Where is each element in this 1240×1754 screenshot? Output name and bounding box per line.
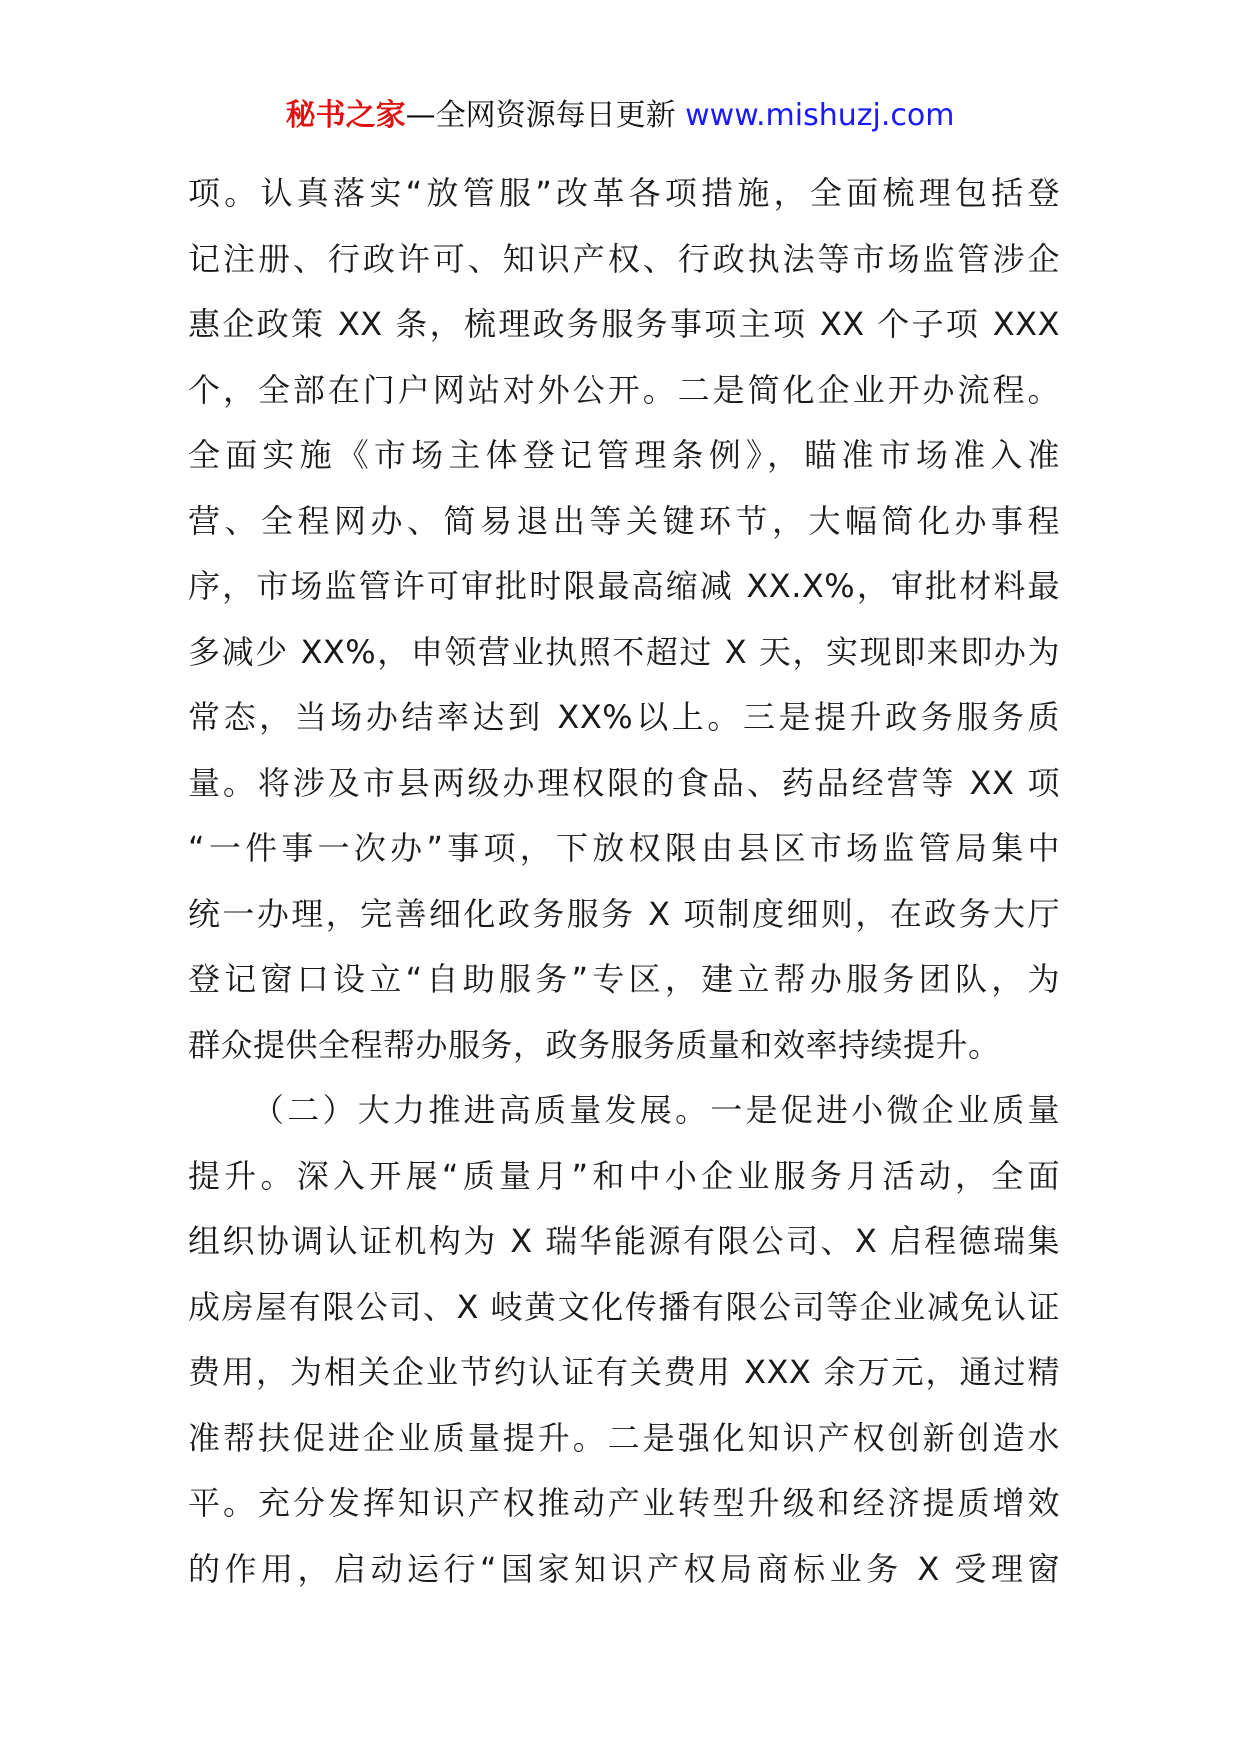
brand-slogan: —全网资源每日更新 (405, 98, 686, 133)
text-line: 全面实施《市场主体登记管理条例》，瞄准市场准入准 (188, 436, 1060, 474)
text-line: 组织协调认证机构为 X 瑞华能源有限公司、X 启程德瑞集 (188, 1222, 1060, 1260)
website-url[interactable]: www.mishuzj.com (685, 98, 955, 133)
document-body (188, 161, 1060, 1602)
text-line: 项。认真落实“放管服”改革各项措施，全面梳理包括登 (188, 174, 1060, 212)
text-line: 提升。深入开展“质量月”和中小企业服务月活动，全面 (188, 1156, 1060, 1195)
text-line: 登记窗口设立“自助服务”专区，建立帮办服务团队，为 (188, 960, 1060, 998)
text-line: “一件事一次办”事项，下放权限由县区市场监管局集中 (188, 829, 1060, 867)
text-line: 成房屋有限公司、X 岐黄文化传播有限公司等企业减免认证 (188, 1287, 1060, 1326)
text-line: 常态，当场办结率达到 XX%以上。三是提升政务服务质 (188, 698, 1060, 736)
text-line: 量。将涉及市县两级办理权限的食品、药品经营等 XX 项 (188, 763, 1060, 802)
watermark-header (0, 96, 1240, 136)
text-line: 记注册、行政许可、知识产权、行政执法等市场监管涉企 (188, 239, 1060, 278)
text-line: 营、全程网办、简易退出等关键环节，大幅简化办事程 (188, 501, 1060, 540)
text-line: 个，全部在门户网站对外公开。二是简化企业开办流程。 (188, 370, 1060, 409)
text-line: 序，市场监管许可审批时限最高缩减 XX.X%，审批材料最 (188, 567, 1060, 605)
text-line: 费用，为相关企业节约认证有关费用 XXX 余万元，通过精 (188, 1353, 1060, 1391)
text-line: 统一办理，完善细化政务服务 X 项制度细则，在政务大厅 (188, 894, 1060, 933)
text-line: 准帮扶促进企业质量提升。二是强化知识产权创新创造水 (188, 1418, 1060, 1457)
text-line: 多减少 XX%，申领营业执照不超过 X 天，实现即来即办为 (188, 632, 1060, 671)
paragraph-end-line: 群众提供全程帮办服务，政务服务质量和效率持续提升。 (188, 1025, 1001, 1064)
text-line: 惠企政策 XX 条，梳理政务服务事项主项 XX 个子项 XXX (188, 305, 1060, 343)
brand-name: 秘书之家 (285, 98, 406, 133)
section-heading-line: （二）大力推进高质量发展。一是促进小微企业质量 (252, 1091, 1060, 1129)
text-line: 的作用，启动运行“国家知识产权局商标业务 X 受理窗 (188, 1549, 1060, 1588)
text-line: 平。充分发挥知识产权推动产业转型升级和经济提质增效 (188, 1484, 1060, 1522)
